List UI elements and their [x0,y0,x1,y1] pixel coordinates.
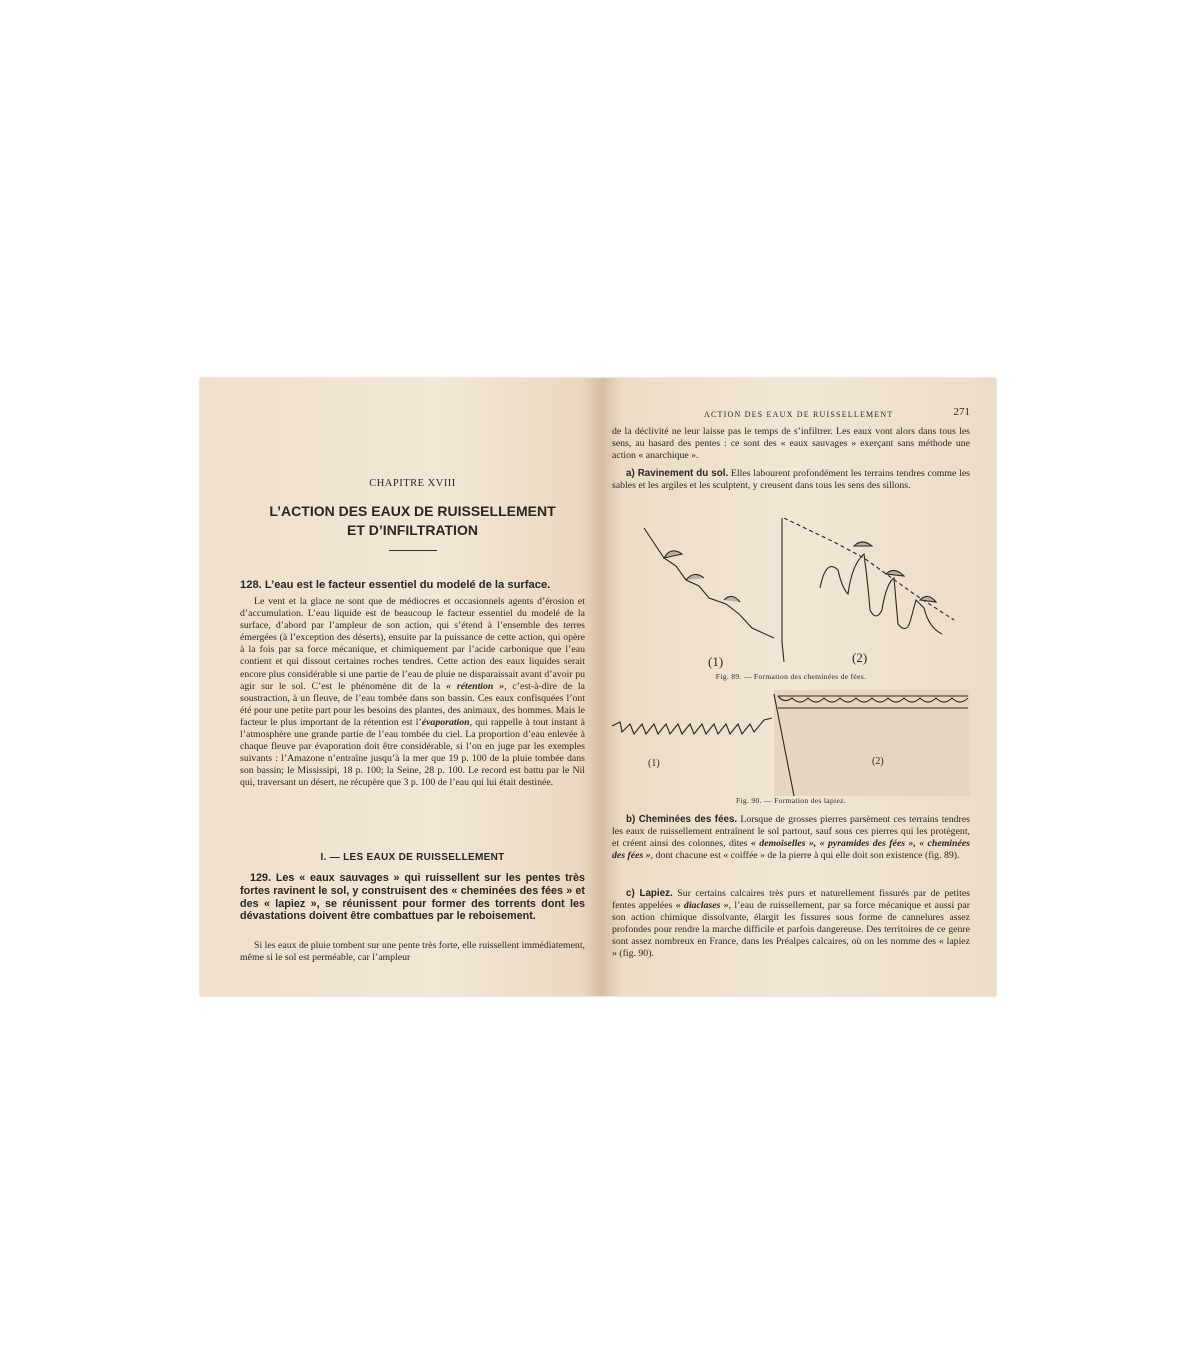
evaporation-term: évaporation [421,716,470,728]
section-128-heading: 128. L’eau est le facteur essentiel du modelé de la surface. [240,579,551,591]
fig90-label-1: (1) [648,758,660,769]
paragraph-c [612,888,970,960]
book-spread [200,378,996,996]
paragraph-a-label: a) Ravinement du sol. [626,468,729,479]
paragraph-c-label: c) Lapiez. [626,888,673,899]
section-128-text-3: , qui rappelle à tout instant à l’atmosphère une grande partie de l’eau tombée du ciel. La proportion d’eau enlevée à chaque fleuve par évaporation doit être considérable, si l’on en juge par les exemples suivants : l’Amazone n’entraîne jusqu’à la mer que 19 p. 100 de la pluie tombée dans son bassin; le Mississipi, 18 p. 100; la Seine, 28 p. 100. Le record est battu par le Nil qui, traversant un désert, ne récupère que 3 p. 100 de l’eau qui lui était destinée. [240,716,585,789]
paragraph-b-label: b) Cheminées des fées. [626,814,738,825]
figure-90 [612,690,970,796]
figure-89 [624,518,970,688]
title-divider [389,550,437,551]
paragraph-b-text-2: , dont chacune est « coiffée » de la pierre à qui elle doit son existence (fig. 89). [650,850,960,861]
fig90-label-2: (2) [872,756,884,767]
section-128-text-2: , c’est-à-dire de la soustraction, à un fleuve, de l’eau tombée dans son bassin. Ces eaux confisquées l’ont été pour une petite part pour les besoins des plantes, des animaux, des hommes. Mais le facteur le plus important de la rétention est l’ [240,680,585,728]
paragraph-a [612,468,970,492]
section-128-text-1: Le vent et la glace ne sont que de médiocres et occasionnels agents d’érosion et d’accumulation. L’eau liquide est de beaucoup le facteur essentiel du modelé de la surface, d’abord par l’ampleur de son action, qui s’étend à l’ensemble des terres émergées (à l’exception des déserts), ensuite par la puissance de cette action, qui opère à la fois par sa force mécanique, et chimiquement par l’acide carbonique que l’eau contient et qui dissout certaines roches tendres. Cette action des eaux liquides serait encore plus considérable si une partie de l’eau de pluie ne disparaissait avant d’avoir pu agir sur le sol. C’est le phénomène dit de la [240,596,585,692]
fig89-label-1: (1) [708,654,724,669]
paragraph-a-text: Elles labourent profondément les terrains tendres comme les sables et les argiles et les sculptent, y creusent dans tous les sens des sillons. [612,468,970,491]
figure-89-caption: Fig. 89. — Formation des cheminées de fées. [715,672,867,681]
section-128-paragraph [240,596,585,790]
page-number: 271 [953,406,970,418]
section-129-paragraph: Si les eaux de pluie tombent sur une pente très forte, elle ruissellent immédiatement, même si le sol est perméable, car l’ampleur [240,940,585,964]
paragraph-b-text-1: Lorsque de grosses pierres parsèment ces terrains tendres les eaux de ruissellement entraînent le sol partout, sauf sous ces pierres qui les protègent, et créent ainsi des colonnes, dites [612,814,970,849]
fig89-label-2: (2) [852,650,868,665]
paragraph-c-text-2: , l’eau de ruissellement, par sa force mécanique et aussi par son action chimique dissolvante, élargit les fissures sous forme de cannelures assez profondes pour rendre la marche difficile et parfois dangereuse. Des territoires de ce genre sont assez nombreux en France, dans les Préalpes calcaires, où on les nomme des « lapiez » (fig. 90). [612,900,971,959]
section-heading: I. — LES EAUX DE RUISSELLEMENT [320,852,505,863]
paragraph-b-terms: « demoiselles », « pyramides des fées », « cheminées des fées » [612,838,970,861]
chapter-label: CHAPITRE XVIII [369,478,456,489]
paragraph-c-text-1: Sur certains calcaires très purs et naturellement fissurés par de petites fentes appelées [612,888,970,911]
left-page [240,378,585,996]
retention-term: « rétention » [446,680,505,692]
right-page [612,378,970,996]
running-head-title: ACTION DES EAUX DE RUISSELLEMENT [704,410,894,419]
paragraph-c-term: « diaclases » [675,900,729,911]
chapter-title [240,502,585,540]
continued-paragraph: de la déclivité ne leur laisse pas le temps de s’infiltrer. Les eaux vont alors dans tous les sens, au hasard des pentes : ce sont des « eaux sauvages » exerçant sans méthode une action « anarchique ». [612,426,970,461]
chapter-title-line-1: L’ACTION DES EAUX DE RUISSELLEMENT [269,503,556,519]
paragraph-b [612,814,970,862]
chapter-title-line-2: ET D’INFILTRATION [347,522,478,538]
figure-90-caption: Fig. 90. — Formation des lapiez. [736,796,846,805]
section-129-heading: 129. Les « eaux sauvages » qui ruissellent sur les pentes très fortes ravinent le sol, y construisent des « cheminées des fées » et des « lapiez », se réunissent pour former des torrents dont les dévastations doivent être combattues par le reboisement. [240,872,585,923]
